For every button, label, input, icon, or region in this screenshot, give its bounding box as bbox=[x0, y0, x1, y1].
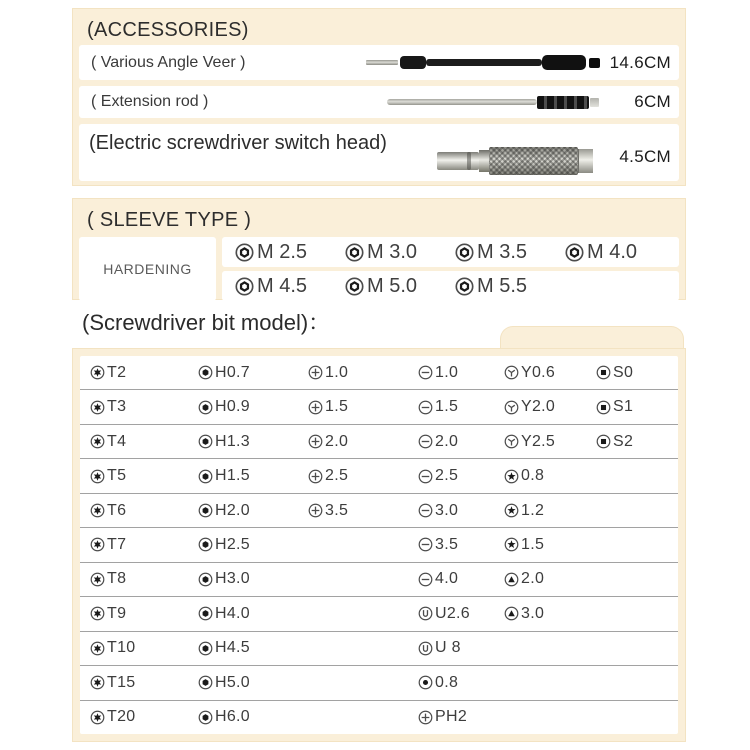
sleeve-size bbox=[455, 241, 565, 264]
shaft-metal-tip bbox=[366, 60, 398, 65]
bit-label: 2.5 bbox=[435, 467, 459, 485]
hex-icon bbox=[198, 400, 213, 415]
bit-label: 1.5 bbox=[435, 398, 459, 416]
bit-label: T2 bbox=[107, 363, 127, 381]
extension-rod-image bbox=[387, 95, 599, 109]
sleeve-type-section bbox=[72, 198, 686, 300]
bit-label: H5.0 bbox=[215, 673, 250, 691]
accessories-title: (ACCESSORIES) bbox=[87, 18, 249, 41]
bit-label: T4 bbox=[107, 432, 127, 450]
bit-T20 bbox=[90, 708, 198, 726]
bit-label: Y2.0 bbox=[521, 398, 556, 416]
bit-label: H2.0 bbox=[215, 501, 250, 519]
bit-T5 bbox=[90, 467, 198, 485]
bit-label: 0.8 bbox=[435, 673, 459, 691]
nut-icon bbox=[455, 277, 474, 296]
sleeve-body bbox=[79, 237, 679, 301]
bit-4.0 bbox=[418, 570, 504, 588]
hex-icon bbox=[198, 641, 213, 656]
nut-icon bbox=[235, 243, 254, 262]
bit-label: T15 bbox=[107, 673, 136, 691]
slotted-icon bbox=[418, 400, 433, 415]
bit-row bbox=[80, 425, 678, 459]
sleeve-size bbox=[345, 241, 455, 264]
square-icon bbox=[596, 365, 611, 380]
flexible-shaft-image bbox=[366, 54, 600, 72]
bit-2.5 bbox=[308, 467, 418, 485]
bit-label: H3.0 bbox=[215, 570, 250, 588]
sleeve-size-label: M 4.0 bbox=[587, 240, 638, 263]
triangle-icon bbox=[504, 572, 519, 587]
bit-label: 1.5 bbox=[521, 535, 545, 553]
accessory-row-extension-rod bbox=[79, 86, 679, 118]
sleeve-size-label: M 5.5 bbox=[477, 274, 528, 297]
hardening-label: HARDENING bbox=[79, 237, 216, 301]
bit-2.0 bbox=[308, 433, 418, 451]
u-icon bbox=[418, 641, 433, 656]
torx-icon bbox=[90, 675, 105, 690]
torx-icon bbox=[90, 710, 105, 725]
triangle-icon bbox=[504, 606, 519, 621]
star-icon bbox=[504, 537, 519, 552]
slotted-icon bbox=[418, 434, 433, 449]
rod-tip bbox=[590, 98, 599, 107]
sleeve-size-label: M 5.0 bbox=[367, 274, 418, 297]
dot-icon bbox=[418, 675, 433, 690]
torx-icon bbox=[90, 572, 105, 587]
accessories-section bbox=[72, 8, 686, 186]
bit-H1.3 bbox=[198, 433, 308, 451]
bit-label: S0 bbox=[613, 363, 634, 381]
nut-icon bbox=[455, 243, 474, 262]
bit-H4.5 bbox=[198, 639, 308, 657]
bit-H0.9 bbox=[198, 398, 308, 416]
bit-row bbox=[80, 701, 678, 734]
end-ring bbox=[578, 149, 593, 173]
bit-label: 1.5 bbox=[325, 398, 349, 416]
bit-U2.6 bbox=[418, 605, 504, 623]
bit-row bbox=[80, 494, 678, 528]
bit-label: U2.6 bbox=[435, 604, 470, 622]
triwing-icon bbox=[504, 400, 519, 415]
bit-H3.0 bbox=[198, 570, 308, 588]
bit-label: 3.5 bbox=[325, 501, 349, 519]
slotted-icon bbox=[418, 469, 433, 484]
bit-H2.5 bbox=[198, 536, 308, 554]
sleeve-size bbox=[565, 241, 675, 264]
bit-3.0 bbox=[418, 502, 504, 520]
bit-label: 3.0 bbox=[435, 501, 459, 519]
bit-S2 bbox=[596, 433, 678, 451]
sleeve-size-label: M 3.5 bbox=[477, 240, 528, 263]
bits-section-title: (Screwdriver bit model)： bbox=[82, 310, 331, 335]
bit-label: U 8 bbox=[435, 639, 461, 657]
star-icon bbox=[504, 469, 519, 484]
bit-row bbox=[80, 390, 678, 424]
rod-grip bbox=[537, 96, 589, 109]
sleeve-size-label: M 4.5 bbox=[257, 274, 308, 297]
bit-H4.0 bbox=[198, 605, 308, 623]
bit-1.5 bbox=[418, 398, 504, 416]
u-icon bbox=[418, 606, 433, 621]
bit-3.0 bbox=[504, 605, 596, 623]
square-icon bbox=[596, 400, 611, 415]
bit-label: 3.5 bbox=[435, 535, 459, 553]
bit-label: T10 bbox=[107, 639, 136, 657]
bit-label: S1 bbox=[613, 398, 634, 416]
bit-label: T7 bbox=[107, 535, 127, 553]
bit-1.5 bbox=[504, 536, 596, 554]
bit-row bbox=[80, 597, 678, 631]
hex-icon bbox=[198, 365, 213, 380]
phillips-icon bbox=[308, 434, 323, 449]
hex-icon bbox=[198, 572, 213, 587]
bit-label: H4.5 bbox=[215, 639, 250, 657]
nut-icon bbox=[345, 243, 364, 262]
bit-2.0 bbox=[418, 433, 504, 451]
bit-T9 bbox=[90, 605, 198, 623]
bit-row bbox=[80, 563, 678, 597]
triwing-icon bbox=[504, 365, 519, 380]
bit-label: 1.2 bbox=[521, 501, 545, 519]
bit-3.5 bbox=[308, 502, 418, 520]
accessory-length: 4.5CM bbox=[619, 147, 671, 167]
rod-shaft bbox=[387, 99, 537, 105]
phillips-icon bbox=[308, 503, 323, 518]
sleeve-size bbox=[235, 241, 345, 264]
head-neck bbox=[479, 150, 489, 172]
bit-T10 bbox=[90, 639, 198, 657]
bit-0.8 bbox=[504, 467, 596, 485]
nut-icon bbox=[345, 277, 364, 296]
hex-shank bbox=[437, 152, 479, 170]
bits-table-section bbox=[72, 348, 686, 742]
knurled-body bbox=[489, 147, 578, 175]
hex-icon bbox=[198, 710, 213, 725]
bit-row bbox=[80, 356, 678, 390]
bit-label: H0.7 bbox=[215, 363, 250, 381]
bit-label: T5 bbox=[107, 467, 127, 485]
bit-S0 bbox=[596, 364, 678, 382]
bit-label: 0.8 bbox=[521, 467, 545, 485]
hex-icon bbox=[198, 469, 213, 484]
bit-label: T3 bbox=[107, 398, 127, 416]
bit-H2.0 bbox=[198, 502, 308, 520]
bit-T7 bbox=[90, 536, 198, 554]
shaft-connector bbox=[400, 56, 426, 69]
bit-2.5 bbox=[418, 467, 504, 485]
sleeve-size-label: M 2.5 bbox=[257, 240, 308, 263]
shaft-end-cap bbox=[589, 58, 600, 68]
bit-label: Y2.5 bbox=[521, 432, 556, 450]
hex-icon bbox=[198, 606, 213, 621]
bit-label: 2.0 bbox=[325, 432, 349, 450]
bit-H6.0 bbox=[198, 708, 308, 726]
sleeve-size bbox=[345, 275, 455, 298]
bit-Y0.6 bbox=[504, 364, 596, 382]
sleeve-size bbox=[455, 275, 565, 298]
torx-icon bbox=[90, 606, 105, 621]
sleeve-size bbox=[235, 275, 345, 298]
bit-label: PH2 bbox=[435, 708, 468, 726]
bit-1.0 bbox=[418, 364, 504, 382]
bit-0.8 bbox=[418, 674, 504, 692]
bit-H1.5 bbox=[198, 467, 308, 485]
sleeve-type-title: ( SLEEVE TYPE ) bbox=[87, 208, 252, 231]
torx-icon bbox=[90, 400, 105, 415]
bit-T8 bbox=[90, 570, 198, 588]
bit-1.2 bbox=[504, 502, 596, 520]
bit-3.5 bbox=[418, 536, 504, 554]
bit-label: 3.0 bbox=[521, 604, 545, 622]
bit-label: T20 bbox=[107, 708, 136, 726]
bit-label: H6.0 bbox=[215, 708, 250, 726]
nut-icon bbox=[565, 243, 584, 262]
torx-icon bbox=[90, 503, 105, 518]
sleeve-size-grid bbox=[222, 237, 679, 301]
bits-table bbox=[80, 356, 678, 734]
bit-T6 bbox=[90, 502, 198, 520]
sleeve-size-label: M 3.0 bbox=[367, 240, 418, 263]
bit-label: 2.0 bbox=[435, 432, 459, 450]
sleeve-row bbox=[222, 237, 679, 267]
slotted-icon bbox=[418, 572, 433, 587]
switch-head-image bbox=[437, 146, 593, 176]
bit-label: H0.9 bbox=[215, 398, 250, 416]
accessory-label: ( Extension rod ) bbox=[91, 93, 209, 110]
torx-icon bbox=[90, 537, 105, 552]
bit-PH2 bbox=[418, 708, 504, 726]
hex-icon bbox=[198, 434, 213, 449]
slotted-icon bbox=[418, 537, 433, 552]
bit-1.5 bbox=[308, 398, 418, 416]
torx-icon bbox=[90, 434, 105, 449]
bit-label: H4.0 bbox=[215, 604, 250, 622]
bit-U8 bbox=[418, 639, 504, 657]
bit-label: S2 bbox=[613, 432, 634, 450]
slotted-icon bbox=[418, 503, 433, 518]
accessory-label: (Electric screwdriver switch head) bbox=[89, 132, 387, 154]
square-icon bbox=[596, 434, 611, 449]
accessory-row-switch-head bbox=[79, 124, 679, 181]
shaft-connector-large bbox=[542, 55, 586, 70]
bit-Y2.5 bbox=[504, 433, 596, 451]
slotted-icon bbox=[418, 365, 433, 380]
torx-icon bbox=[90, 469, 105, 484]
bit-S1 bbox=[596, 398, 678, 416]
bit-row bbox=[80, 632, 678, 666]
bit-H5.0 bbox=[198, 674, 308, 692]
hex-icon bbox=[198, 675, 213, 690]
bit-T3 bbox=[90, 398, 198, 416]
bit-label: T9 bbox=[107, 604, 127, 622]
bit-label: T6 bbox=[107, 501, 127, 519]
bit-label: 4.0 bbox=[435, 570, 459, 588]
phillips-icon bbox=[308, 400, 323, 415]
bit-T2 bbox=[90, 364, 198, 382]
accessory-length: 6CM bbox=[634, 92, 671, 111]
bit-label: H2.5 bbox=[215, 535, 250, 553]
hex-icon bbox=[198, 503, 213, 518]
phillips-icon bbox=[308, 469, 323, 484]
bit-label: 1.0 bbox=[435, 363, 459, 381]
bit-Y2.0 bbox=[504, 398, 596, 416]
bit-label: H1.5 bbox=[215, 467, 250, 485]
bit-label: Y0.6 bbox=[521, 363, 556, 381]
bit-label: 2.0 bbox=[521, 570, 545, 588]
phillips-icon bbox=[308, 365, 323, 380]
accessory-length: 14.6CM bbox=[609, 52, 671, 72]
nut-icon bbox=[235, 277, 254, 296]
bit-T15 bbox=[90, 674, 198, 692]
torx-icon bbox=[90, 641, 105, 656]
sleeve-row bbox=[222, 271, 679, 301]
bit-label: T8 bbox=[107, 570, 127, 588]
hex-icon bbox=[198, 537, 213, 552]
accessory-row-various-angle-veer bbox=[79, 45, 679, 80]
bit-row bbox=[80, 528, 678, 562]
bit-H0.7 bbox=[198, 364, 308, 382]
bit-label: 2.5 bbox=[325, 467, 349, 485]
bit-row bbox=[80, 459, 678, 493]
triwing-icon bbox=[504, 434, 519, 449]
bit-T4 bbox=[90, 433, 198, 451]
bit-label: H1.3 bbox=[215, 432, 250, 450]
bit-row bbox=[80, 666, 678, 700]
bit-label: 1.0 bbox=[325, 363, 349, 381]
phillips-icon bbox=[418, 710, 433, 725]
torx-icon bbox=[90, 365, 105, 380]
bit-1.0 bbox=[308, 364, 418, 382]
star-icon bbox=[504, 503, 519, 518]
shaft-cable bbox=[426, 59, 542, 66]
bit-2.0 bbox=[504, 570, 596, 588]
accessory-label: ( Various Angle Veer ) bbox=[91, 53, 246, 71]
